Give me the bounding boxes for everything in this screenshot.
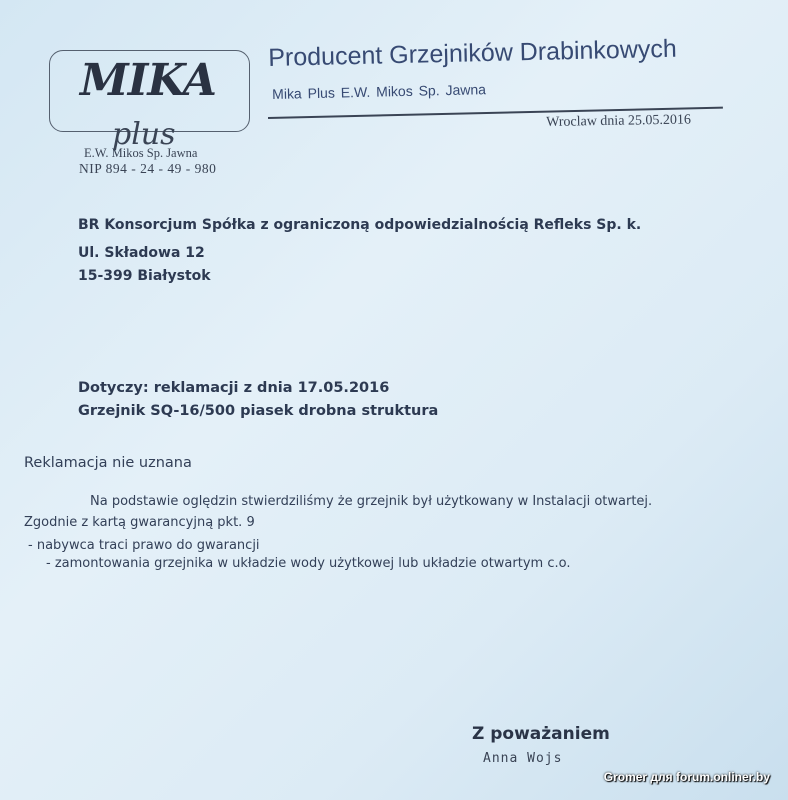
warranty-item-2: - zamontowania grzejnika w układzie wody użytkowej lub układzie otwartym c.o.	[46, 556, 571, 571]
complaint-status: Reklamacja nie uznana	[24, 455, 192, 471]
logo-plus: plus	[112, 117, 176, 152]
letter-date: Wroclaw dnia 25.05.2016	[546, 112, 692, 130]
warranty-reference: Zgodnie z kartą gwarancyjną pkt. 9	[24, 515, 255, 530]
recipient-city: 15-399 Białystok	[78, 268, 211, 284]
logo-company-name: E.W. Mikos Sp. Jawna	[84, 146, 198, 160]
signature: Anna Wojs	[483, 751, 563, 766]
logo-wordmark: MIKA	[80, 54, 216, 106]
recipient-street: Ul. Składowa 12	[78, 245, 205, 261]
reference-line-1: Dotyczy: reklamacji z dnia 17.05.2016	[78, 380, 390, 396]
letterhead-title: Producent Grzejników Drabinkowych	[268, 34, 678, 72]
letterhead-subtitle: Mika Plus E.W. Mikos Sp. Jawna	[272, 81, 487, 102]
watermark: Gromer для forum.onliner.by	[603, 770, 770, 784]
logo-nip: NIP 894 - 24 - 49 - 980	[79, 161, 217, 176]
warranty-item-1: - nabywca traci prawo do gwarancji	[28, 538, 260, 553]
body-paragraph: Na podstawie oględzin stwierdziliśmy że grzejnik był użytkowany w Instalacji otwartej.	[90, 494, 653, 509]
closing-salutation: Z poważaniem	[472, 724, 610, 744]
recipient-name: BR Konsorcjum Spółka z ograniczoną odpowiedzialnością Refleks Sp. k.	[78, 217, 642, 233]
reference-line-2: Grzejnik SQ-16/500 piasek drobna struktura	[78, 403, 439, 419]
